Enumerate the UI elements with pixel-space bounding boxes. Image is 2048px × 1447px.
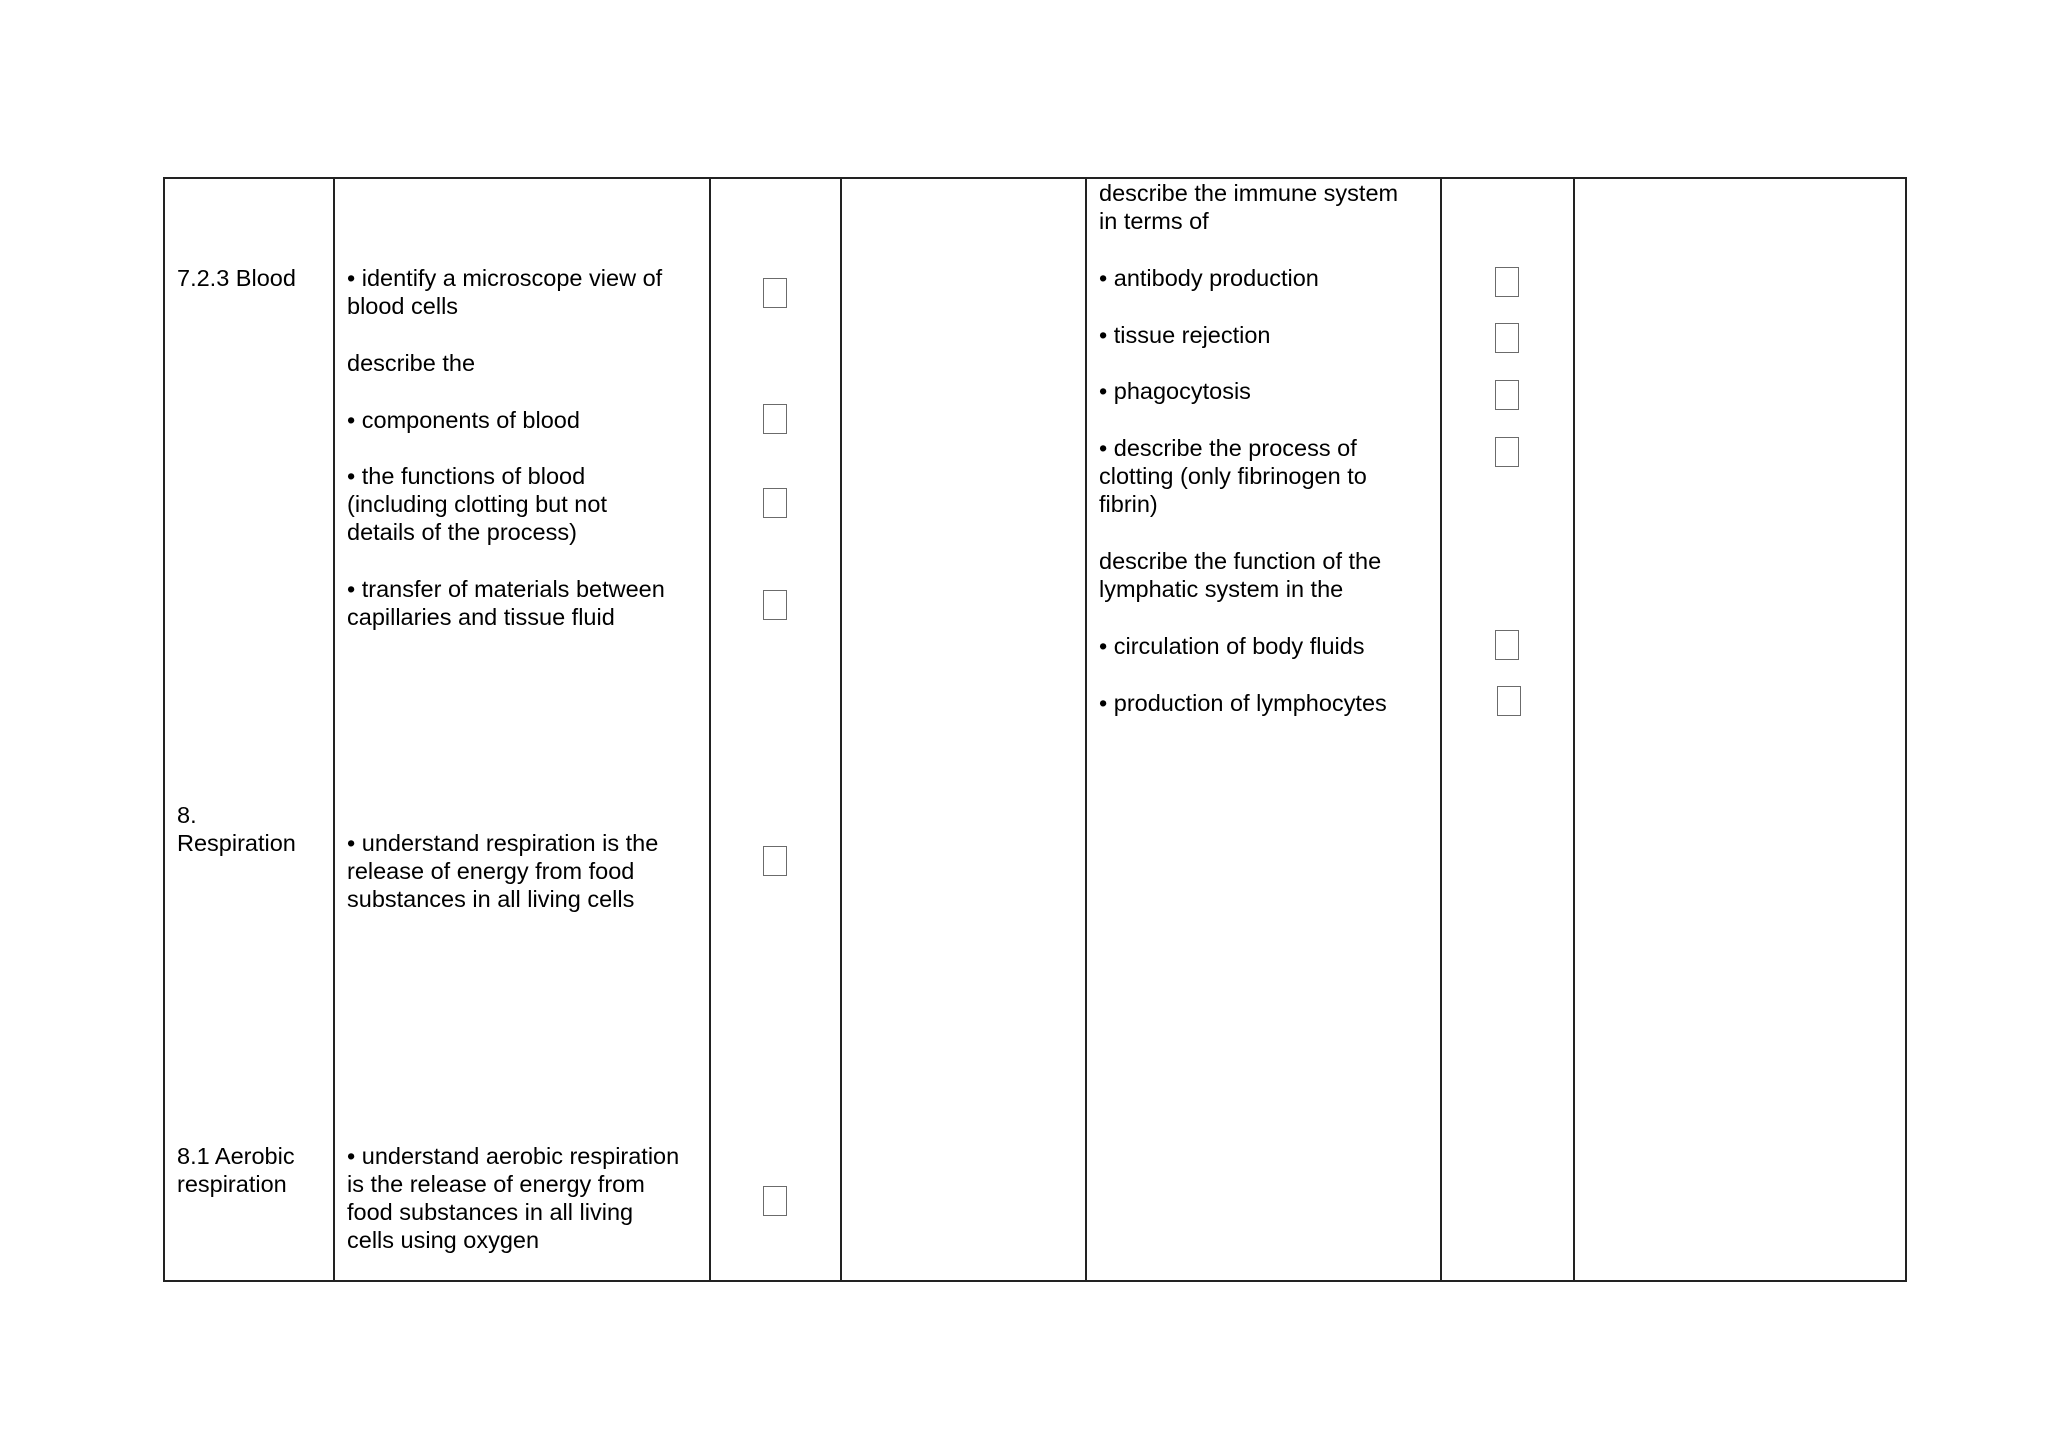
topic-heading-aerobic-cont: respiration [177,1171,287,1197]
checkbox-transfer-of-materials[interactable] [763,590,787,620]
outcome-lymphatic-system-cont: lymphatic system in the [1099,576,1344,602]
outcome-components-of-blood: • components of blood [347,407,580,433]
outcome-clotting-process-cont2: fibrin) [1099,491,1158,517]
outcome-clotting-process: • describe the process of [1099,435,1357,461]
outcome-transfer-of-materials-cont: capillaries and tissue fluid [347,604,615,630]
checkbox-respiration[interactable] [763,846,787,876]
checkbox-production-of-lymphocytes[interactable] [1497,686,1521,716]
checkbox-aerobic-respiration[interactable] [763,1186,787,1216]
outcome-functions-of-blood-cont2: details of the process) [347,519,577,545]
column-divider [840,177,842,1282]
checkbox-functions-of-blood[interactable] [763,488,787,518]
outcome-aerobic-respiration-cont3: cells using oxygen [347,1227,540,1253]
outcome-microscope-view: • identify a microscope view of [347,265,663,291]
outcome-antibody-production: • antibody production [1099,265,1319,291]
checkbox-components-of-blood[interactable] [763,404,787,434]
outcome-respiration-cont2: substances in all living cells [347,886,635,912]
outcome-aerobic-respiration-cont2: food substances in all living [347,1199,634,1225]
outcome-functions-of-blood-cont: (including clotting but not [347,491,607,517]
outcome-immune-system-cont: in terms of [1099,208,1209,234]
topic-heading-aerobic: 8.1 Aerobic [177,1143,295,1169]
outcome-respiration-cont: release of energy from food [347,858,635,884]
outcome-respiration: • understand respiration is the [347,830,659,856]
syllabus-table [163,177,1907,1282]
checkbox-phagocytosis[interactable] [1495,380,1519,410]
checkbox-antibody-production[interactable] [1495,267,1519,297]
outcome-production-of-lymphocytes: • production of lymphocytes [1099,690,1387,716]
outcome-clotting-process-cont: clotting (only fibrinogen to [1099,463,1367,489]
topic-heading-respiration: Respiration [177,830,296,856]
checkbox-clotting-process[interactable] [1495,437,1519,467]
outcome-aerobic-respiration-cont: is the release of energy from [347,1171,645,1197]
checkbox-microscope-view[interactable] [763,278,787,308]
outcome-tissue-rejection: • tissue rejection [1099,322,1271,348]
topic-number-respiration: 8. [177,802,197,828]
checkbox-tissue-rejection[interactable] [1495,323,1519,353]
outcome-immune-system: describe the immune system [1099,180,1399,206]
column-divider [1573,177,1575,1282]
outcome-lymphatic-system: describe the function of the [1099,548,1382,574]
column-divider [709,177,711,1282]
topic-heading-blood: 7.2.3 Blood [177,265,296,291]
outcome-microscope-view-cont: blood cells [347,293,459,319]
column-divider [333,177,335,1282]
outcome-phagocytosis: • phagocytosis [1099,378,1251,404]
outcome-aerobic-respiration: • understand aerobic respiration [347,1143,680,1169]
outcome-functions-of-blood: • the functions of blood [347,463,586,489]
checkbox-circulation-of-body-fluids[interactable] [1495,630,1519,660]
outcome-transfer-of-materials: • transfer of materials between [347,576,665,602]
outcome-describe-the: describe the [347,350,476,376]
outcome-circulation-of-body-fluids: • circulation of body fluids [1099,633,1365,659]
column-divider [1440,177,1442,1282]
column-divider [1085,177,1087,1282]
